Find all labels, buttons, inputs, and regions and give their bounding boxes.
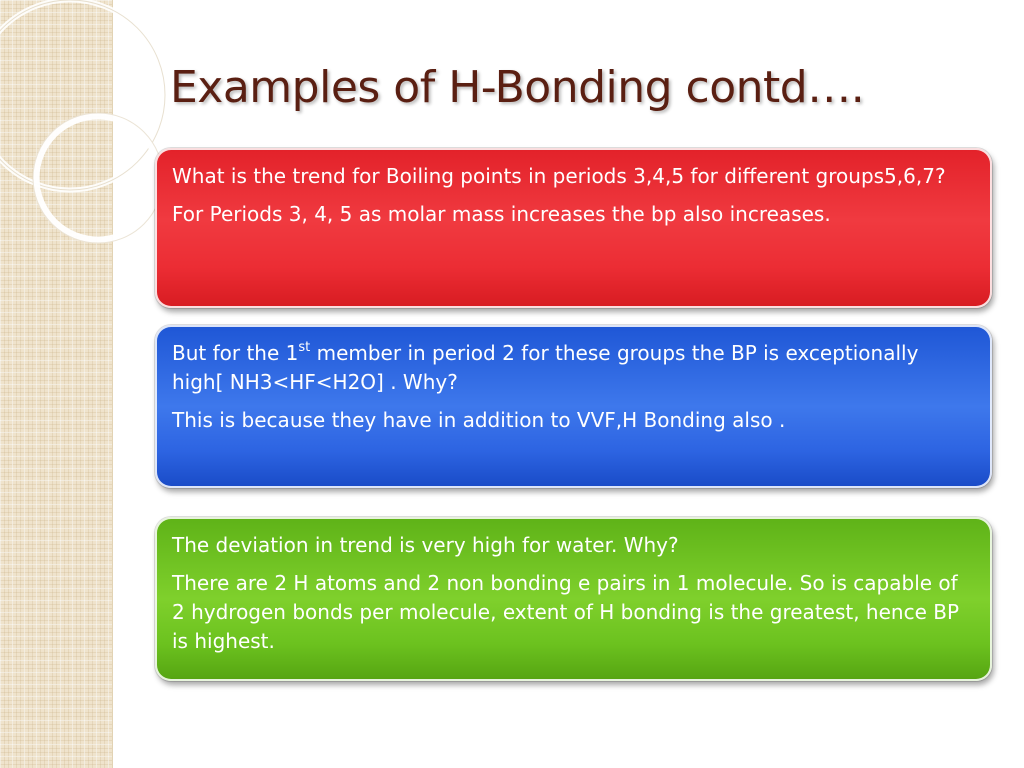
content-box-blue — [155, 325, 992, 488]
ordinal-superscript: st — [298, 340, 311, 355]
content-box-green — [155, 517, 992, 681]
question-text-start: But for the 1 — [172, 341, 299, 365]
water-deviation-answer: There are 2 H atoms and 2 non bonding e pairs in 1 molecule. So is capable of 2 hydrogen bonds per molecule, extent of H bonding is the greatest, hence BP is highest. — [172, 571, 960, 653]
boiling-point-trend-answer: For Periods 3, 4, 5 as molar mass increases the bp also increases. — [172, 202, 831, 226]
water-deviation-question: The deviation in trend is very high for water. Why? — [172, 533, 679, 557]
content-box-red — [155, 148, 992, 308]
boiling-point-trend-question: What is the trend for Boiling points in periods 3,4,5 for different groups5,6,7? — [172, 164, 946, 188]
period-2-exception-question — [172, 339, 974, 397]
question-text-end: member in period 2 for these groups the BP is exceptionally high[ NH3<HF<H2O] . Why? — [172, 341, 919, 394]
decorative-side-strip — [0, 0, 113, 768]
slide-title: Examples of H-Bonding contd…. — [170, 62, 865, 113]
period-2-exception-answer: This is because they have in addition to VVF,H Bonding also . — [172, 408, 786, 432]
